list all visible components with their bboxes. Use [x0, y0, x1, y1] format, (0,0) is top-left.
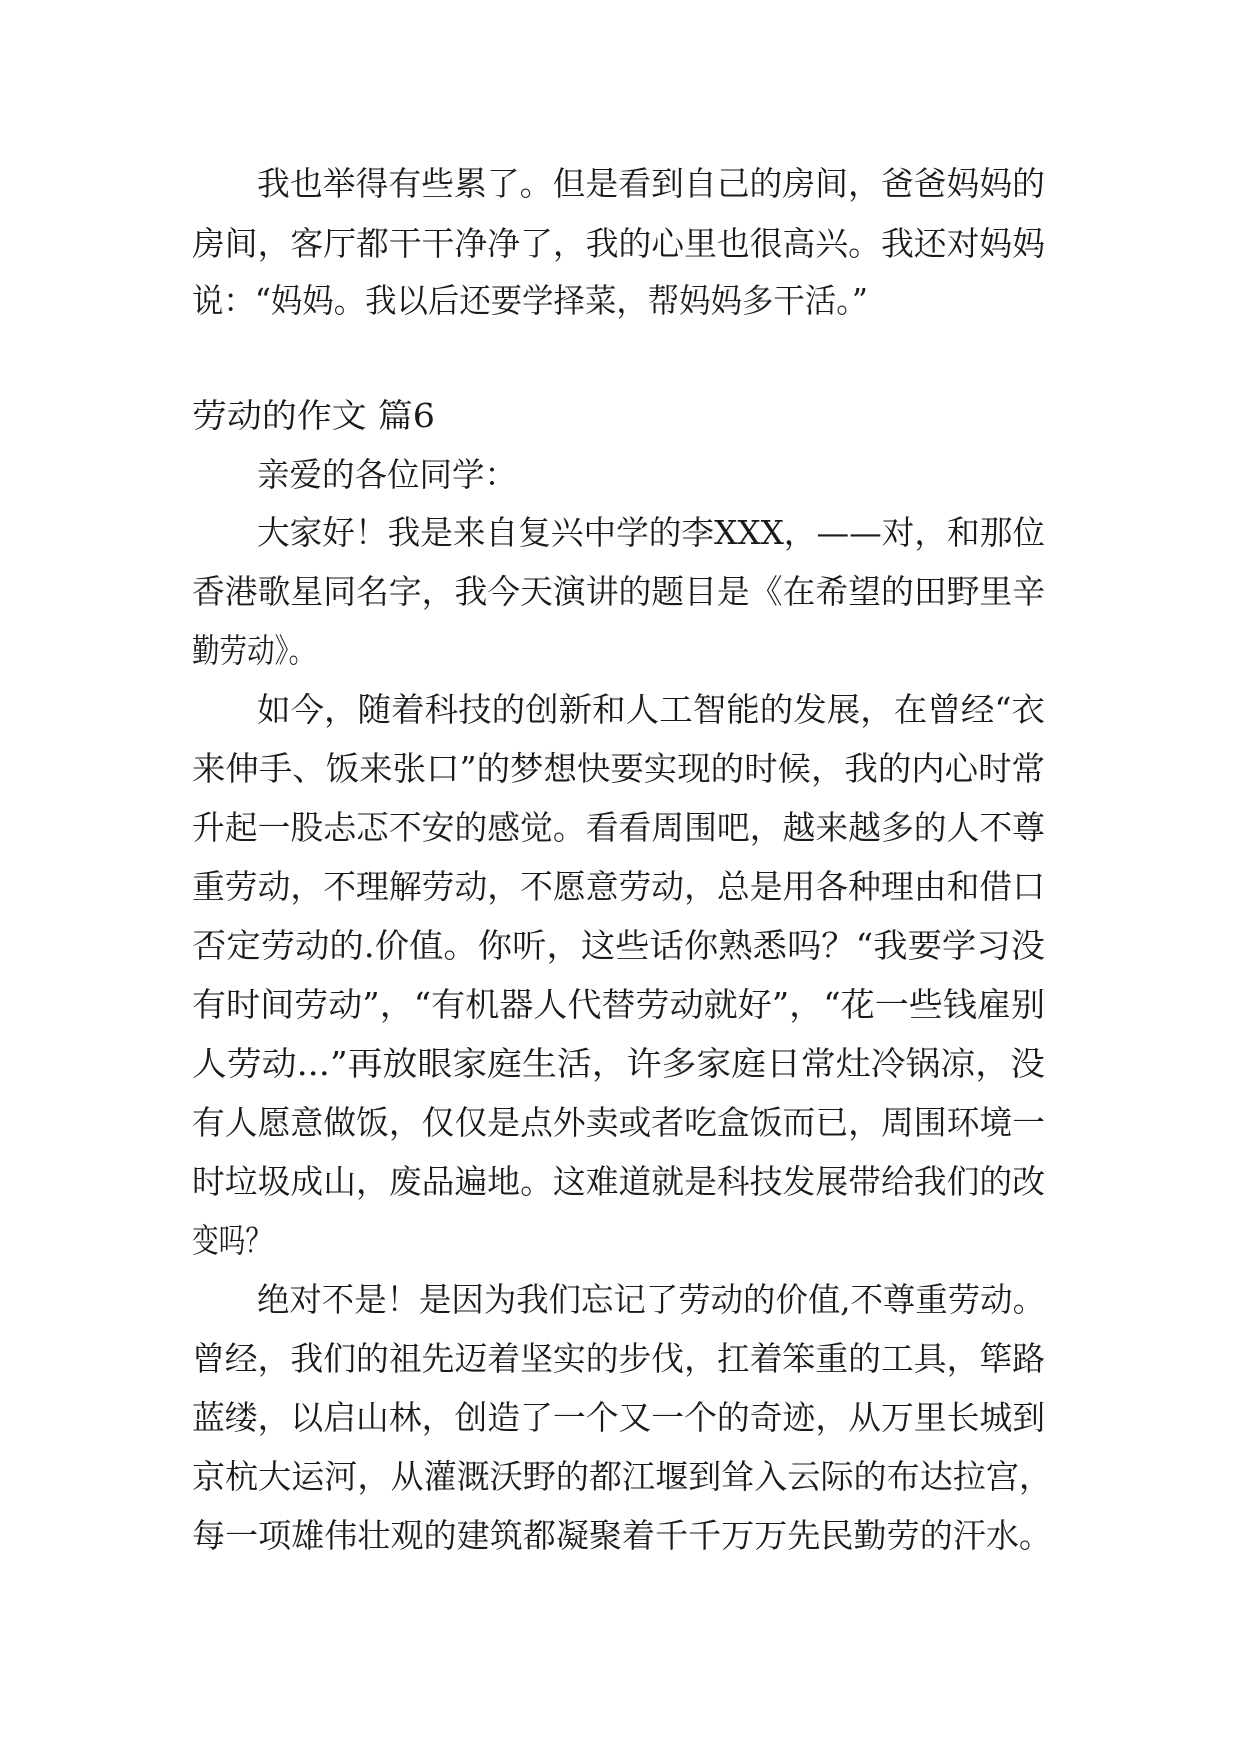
text-line: 每一项雄伟壮观的建筑都凝聚着千千万万先民勤劳的汗水。: [192, 1516, 1052, 1555]
greeting: 亲爱的各位同学：: [257, 455, 517, 494]
text-line: 香港歌星同名字，我今天演讲的题目是《在希望的田野里辛: [192, 572, 1045, 611]
text-line: 升起一股忐忑不安的感觉。看看周围吧，越来越多的人不尊: [192, 808, 1045, 847]
text-line: 否定劳动的.价值。你听，这些话你熟悉吗？“我要学习没: [192, 926, 1045, 965]
text-line: 京杭大运河，从灌溉沃野的都江堰到耸入云际的布达拉宫，: [192, 1457, 1052, 1496]
text-line: 时垃圾成山，废品遍地。这难道就是科技发展带给我们的改: [192, 1162, 1045, 1201]
text-line: 人劳动...”再放眼家庭生活，许多家庭日常灶冷锅凉，没: [192, 1044, 1045, 1083]
text-line: 我也举得有些累了。但是看到自己的房间，爸爸妈妈的: [257, 164, 1045, 203]
text-line: 变吗？: [192, 1221, 272, 1260]
text-line: 大家好！我是来自复兴中学的李XXX，——对，和那位: [257, 513, 1045, 552]
text-line: 蓝缕，以启山林，创造了一个又一个的奇迹，从万里长城到: [192, 1398, 1045, 1437]
text-line: 房间，客厅都干干净净了，我的心里也很高兴。我还对妈妈: [192, 224, 1045, 263]
text-line: 勤劳动》。: [192, 631, 316, 670]
text-line: 绝对不是！是因为我们忘记了劳动的价值,不尊重劳动。: [257, 1280, 1045, 1319]
text-line: 来伸手、饭来张口”的梦想快要实现的时候，我的内心时常: [192, 749, 1045, 788]
text-line: 有时间劳动”，“有机器人代替劳动就好”，“花一些钱雇别: [192, 985, 1045, 1024]
text-line: 重劳动，不理解劳动，不愿意劳动，总是用各种理由和借口: [192, 867, 1045, 906]
text-line: 如今，随着科技的创新和人工智能的发展，在曾经“衣: [257, 690, 1045, 729]
text-line: 曾经，我们的祖先迈着坚实的步伐，扛着笨重的工具，筚路: [192, 1339, 1045, 1378]
text-line: 有人愿意做饭，仅仅是点外卖或者吃盒饭而已，周围环境一: [192, 1103, 1045, 1142]
section-heading: 劳动的作文 篇6: [192, 396, 435, 435]
text-line: 说：“妈妈。我以后还要学择菜，帮妈妈多干活。”: [192, 281, 868, 320]
